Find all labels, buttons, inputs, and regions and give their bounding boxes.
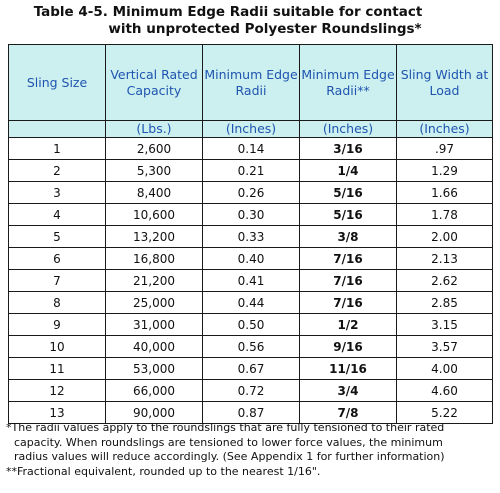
header-minimum-edge-radii: Minimum Edge Radii [203, 45, 300, 121]
table-title [0, 4, 500, 38]
cell-edge-radii: 0.30 [203, 204, 300, 226]
title-line-1: Table 4-5. Minimum Edge Radii suitable for contact [33, 4, 423, 20]
cell-edge-radii: 0.14 [203, 138, 300, 160]
cell-edge-radii: 0.56 [203, 336, 300, 358]
cell-sling-width: 3.57 [397, 336, 493, 358]
table-row [9, 138, 493, 160]
cell-sling-width: 2.85 [397, 292, 493, 314]
cell-edge-radii-fraction: 11/16 [300, 358, 397, 380]
cell-capacity: 2,600 [106, 138, 203, 160]
cell-edge-radii-fraction: 7/8 [300, 402, 397, 424]
table-row [9, 160, 493, 182]
cell-sling-width: .97 [397, 138, 493, 160]
cell-sling-size: 1 [9, 138, 106, 160]
cell-sling-size: 2 [9, 160, 106, 182]
table-row [9, 182, 493, 204]
cell-edge-radii: 0.41 [203, 270, 300, 292]
cell-edge-radii-fraction: 7/16 [300, 270, 397, 292]
header-row [9, 45, 493, 121]
cell-sling-size: 3 [9, 182, 106, 204]
cell-edge-radii-fraction: 3/4 [300, 380, 397, 402]
cell-sling-size: 7 [9, 270, 106, 292]
cell-sling-width: 2.13 [397, 248, 493, 270]
header-sling-size: Sling Size [9, 45, 106, 121]
footnote-1-line-1: *The radii values apply to the roundslings that are fully tensioned to their rated [6, 421, 445, 434]
cell-sling-size: 5 [9, 226, 106, 248]
edge-radii-table [8, 44, 493, 424]
unit-sling-width: (Inches) [397, 121, 493, 138]
table-row [9, 314, 493, 336]
cell-edge-radii-fraction: 9/16 [300, 336, 397, 358]
cell-sling-size: 13 [9, 402, 106, 424]
cell-edge-radii: 0.87 [203, 402, 300, 424]
cell-edge-radii: 0.72 [203, 380, 300, 402]
footnote-1-line-3: radius values will reduce accordingly. (See Appendix 1 for further information) [14, 450, 445, 463]
cell-sling-width: 2.00 [397, 226, 493, 248]
cell-sling-width: 2.62 [397, 270, 493, 292]
cell-capacity: 25,000 [106, 292, 203, 314]
cell-edge-radii-fraction: 7/16 [300, 292, 397, 314]
table-body [9, 138, 493, 424]
cell-capacity: 10,600 [106, 204, 203, 226]
table-row [9, 358, 493, 380]
cell-edge-radii-fraction: 3/8 [300, 226, 397, 248]
header-vertical-rated-capacity: Vertical Rated Capacity [106, 45, 203, 121]
footnote-2: **Fractional equivalent, rounded up to the nearest 1/16". [6, 464, 321, 478]
cell-sling-size: 12 [9, 380, 106, 402]
units-row [9, 121, 493, 138]
cell-capacity: 53,000 [106, 358, 203, 380]
cell-sling-size: 6 [9, 248, 106, 270]
footnote-1-line-2: capacity. When roundslings are tensioned to lower force values, the minimum [14, 435, 443, 449]
table-row [9, 292, 493, 314]
cell-capacity: 8,400 [106, 182, 203, 204]
unit-edge-radii-fraction: (Inches) [300, 121, 397, 138]
cell-sling-width: 3.15 [397, 314, 493, 336]
cell-capacity: 5,300 [106, 160, 203, 182]
cell-sling-size: 10 [9, 336, 106, 358]
header-minimum-edge-radii-fraction: Minimum Edge Radii** [300, 45, 397, 121]
cell-edge-radii: 0.26 [203, 182, 300, 204]
cell-capacity: 21,200 [106, 270, 203, 292]
cell-edge-radii: 0.50 [203, 314, 300, 336]
cell-edge-radii: 0.21 [203, 160, 300, 182]
cell-sling-size: 8 [9, 292, 106, 314]
cell-capacity: 40,000 [106, 336, 203, 358]
cell-edge-radii-fraction: 7/16 [300, 248, 397, 270]
cell-capacity: 90,000 [106, 402, 203, 424]
table-row [9, 226, 493, 248]
cell-edge-radii: 0.33 [203, 226, 300, 248]
cell-edge-radii-fraction: 5/16 [300, 182, 397, 204]
table-row [9, 204, 493, 226]
cell-sling-width: 4.60 [397, 380, 493, 402]
table-row [9, 248, 493, 270]
cell-capacity: 31,000 [106, 314, 203, 336]
footnotes [6, 421, 496, 479]
title-line-2: with unprotected Polyester Roundslings* [108, 21, 422, 37]
cell-edge-radii: 0.44 [203, 292, 300, 314]
cell-capacity: 66,000 [106, 380, 203, 402]
cell-sling-width: 1.29 [397, 160, 493, 182]
header-sling-width-at-load: Sling Width at Load [397, 45, 493, 121]
cell-edge-radii: 0.40 [203, 248, 300, 270]
unit-edge-radii: (Inches) [203, 121, 300, 138]
cell-sling-width: 1.66 [397, 182, 493, 204]
cell-edge-radii-fraction: 3/16 [300, 138, 397, 160]
cell-edge-radii-fraction: 1/4 [300, 160, 397, 182]
table-row [9, 336, 493, 358]
cell-sling-size: 9 [9, 314, 106, 336]
cell-sling-size: 11 [9, 358, 106, 380]
table-row [9, 380, 493, 402]
cell-capacity: 16,800 [106, 248, 203, 270]
cell-sling-width: 4.00 [397, 358, 493, 380]
cell-edge-radii: 0.67 [203, 358, 300, 380]
unit-sling-size [9, 121, 106, 138]
cell-sling-width: 1.78 [397, 204, 493, 226]
cell-sling-size: 4 [9, 204, 106, 226]
cell-capacity: 13,200 [106, 226, 203, 248]
cell-edge-radii-fraction: 5/16 [300, 204, 397, 226]
cell-edge-radii-fraction: 1/2 [300, 314, 397, 336]
unit-capacity: (Lbs.) [106, 121, 203, 138]
table-row [9, 270, 493, 292]
cell-sling-width: 5.22 [397, 402, 493, 424]
